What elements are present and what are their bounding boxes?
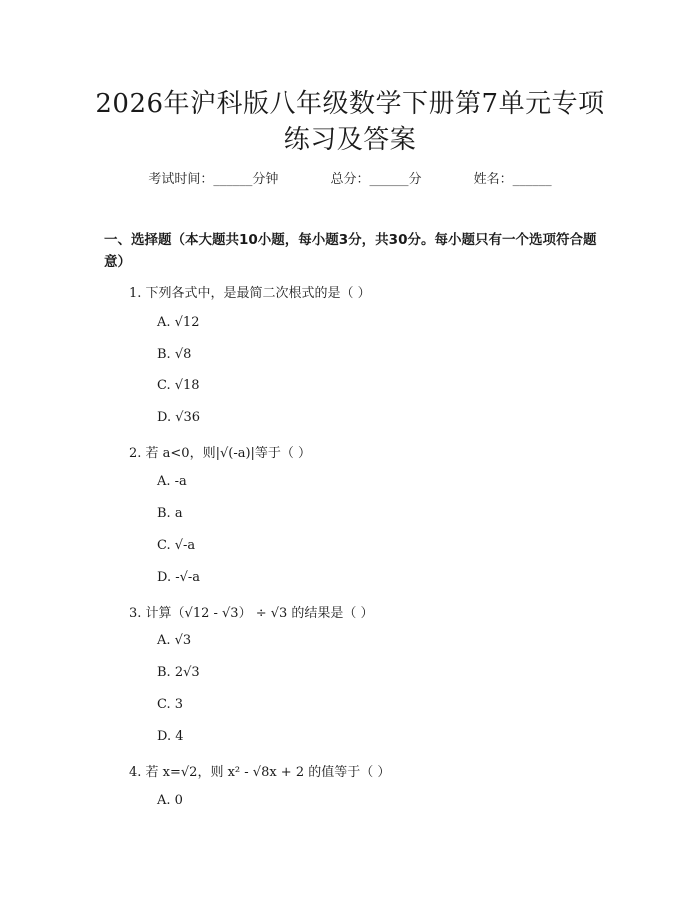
section-heading: 一、选择题（本大题共10小题，每小题3分，共30分。每小题只有一个选项符合题意） xyxy=(104,232,597,270)
option-item: D. 4 xyxy=(157,729,184,744)
option-item: D. √36 xyxy=(157,410,201,425)
option-item: A. √3 xyxy=(157,633,192,648)
page-title-line-2: 练习及答案 xyxy=(283,125,417,155)
option-item: B. 2√3 xyxy=(157,665,200,680)
option-item: B. √8 xyxy=(157,347,192,362)
exam-time-field: 考试时间：______分钟 xyxy=(148,172,279,187)
option-item: C. √-a xyxy=(157,538,196,553)
question-stem: 2. 若 a<0，则|√(-a)|等于（ ） xyxy=(129,446,312,461)
student-name-field: 姓名：______ xyxy=(473,172,552,187)
question-stem: 3. 计算（√12 - √3） ÷ √3 的结果是（ ） xyxy=(129,606,374,621)
option-item: D. -√-a xyxy=(157,570,201,585)
option-item: C. 3 xyxy=(157,697,184,712)
question-stem: 1. 下列各式中，是最简二次根式的是（ ） xyxy=(129,286,371,301)
question-stem: 4. 若 x=√2，则 x² - √8x + 2 的值等于（ ） xyxy=(129,765,391,780)
total-score-field: 总分：______分 xyxy=(330,172,422,187)
option-item: A. -a xyxy=(157,474,187,489)
option-item: A. √12 xyxy=(157,315,200,330)
option-item: B. a xyxy=(157,506,183,521)
option-item: C. √18 xyxy=(157,378,200,393)
exam-meta xyxy=(0,168,700,187)
page-title-line-1: 2026年沪科版八年级数学下册第7单元专项 xyxy=(95,89,605,119)
option-item: A. 0 xyxy=(157,793,183,808)
